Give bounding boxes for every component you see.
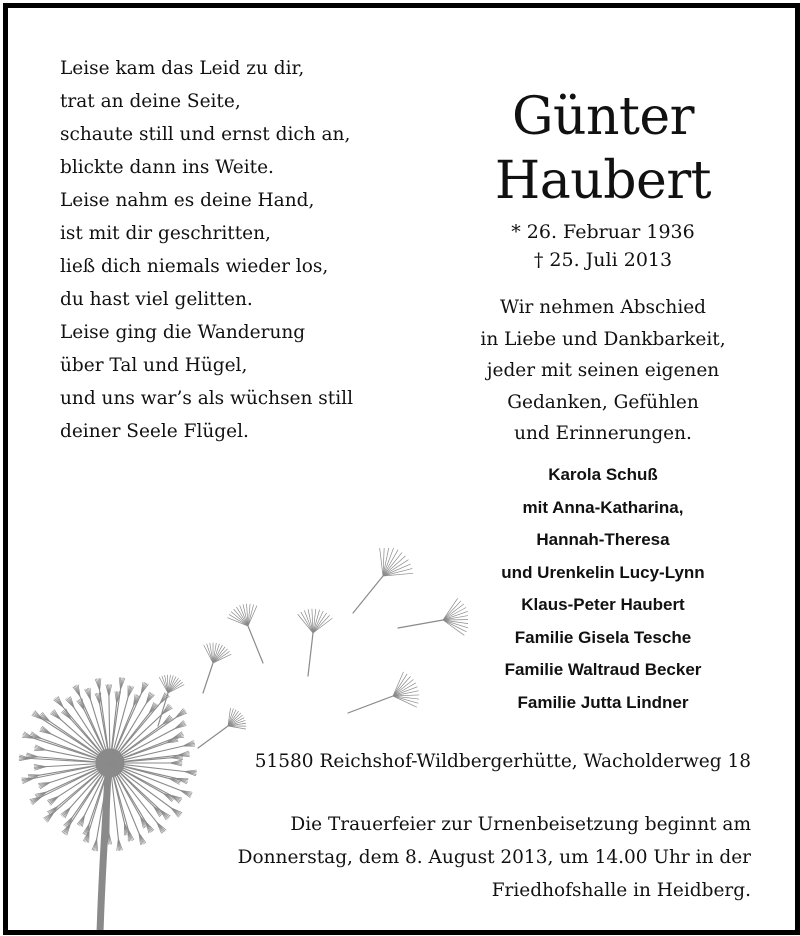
poem-line: über Tal und Hügel, — [60, 355, 248, 376]
poem-line: ließ dich niemals wieder los, — [60, 256, 329, 277]
mourner-line: Hannah-Theresa — [536, 530, 670, 549]
mourner-line: Klaus-Peter Haubert — [521, 595, 685, 614]
death-date: † 25. Juli 2013 — [533, 249, 673, 271]
poem-line: und uns war’s als wüchsen still — [60, 388, 353, 409]
deceased-last-name: Haubert — [494, 151, 712, 211]
obituary-notice — [3, 3, 800, 935]
deceased-first-name: Günter — [511, 87, 695, 147]
poem-line: deiner Seele Flügel. — [60, 421, 249, 442]
poem-line: ist mit dir geschritten, — [60, 223, 271, 244]
mourner-line: und Urenkelin Lucy-Lynn — [501, 562, 705, 582]
farewell-line: Wir nehmen Abschied — [499, 297, 707, 318]
mourner-line: Karola Schuß — [548, 465, 658, 484]
poem-line: blickte dann ins Weite. — [60, 157, 274, 178]
poem-line: trat an deine Seite, — [60, 91, 241, 112]
farewell-line: jeder mit seinen eigenen — [486, 360, 720, 381]
poem-line: du hast viel gelitten. — [60, 289, 253, 310]
poem-line: schaute still und ernst dich an, — [60, 124, 351, 145]
service-line: Friedhofshalle in Heidberg. — [491, 880, 751, 901]
poem-line: Leise kam das Leid zu dir, — [60, 58, 305, 79]
farewell-line: und Erinnerungen. — [514, 423, 692, 444]
mourner-line: Familie Waltraud Becker — [504, 660, 702, 679]
service-line: Donnerstag, dem 8. August 2013, um 14.00 Uhr in der — [237, 847, 751, 868]
poem-line: Leise ging die Wanderung — [60, 322, 306, 343]
poem-line: Leise nahm es deine Hand, — [60, 190, 315, 211]
mourner-line: Familie Gisela Tesche — [514, 627, 692, 647]
farewell-line: in Liebe und Dankbarkeit, — [480, 328, 726, 350]
mourner-line: Familie Jutta Lindner — [517, 692, 689, 712]
funeral-service-info — [191, 808, 751, 907]
farewell-line: Gedanken, Gefühlen — [507, 391, 699, 413]
poem — [60, 52, 390, 448]
mourner-line: mit Anna-Katharina, — [522, 497, 684, 517]
address: 51580 Reichshof-Wildbergerhütte, Wacholderweg 18 — [254, 751, 751, 772]
mourners-list — [428, 459, 778, 719]
birth-date: * 26. Februar 1936 — [511, 221, 695, 243]
farewell-text — [428, 292, 778, 450]
life-dates — [428, 218, 778, 274]
service-line: Die Trauerfeier zur Urnenbeisetzung beginnt am — [290, 814, 751, 835]
